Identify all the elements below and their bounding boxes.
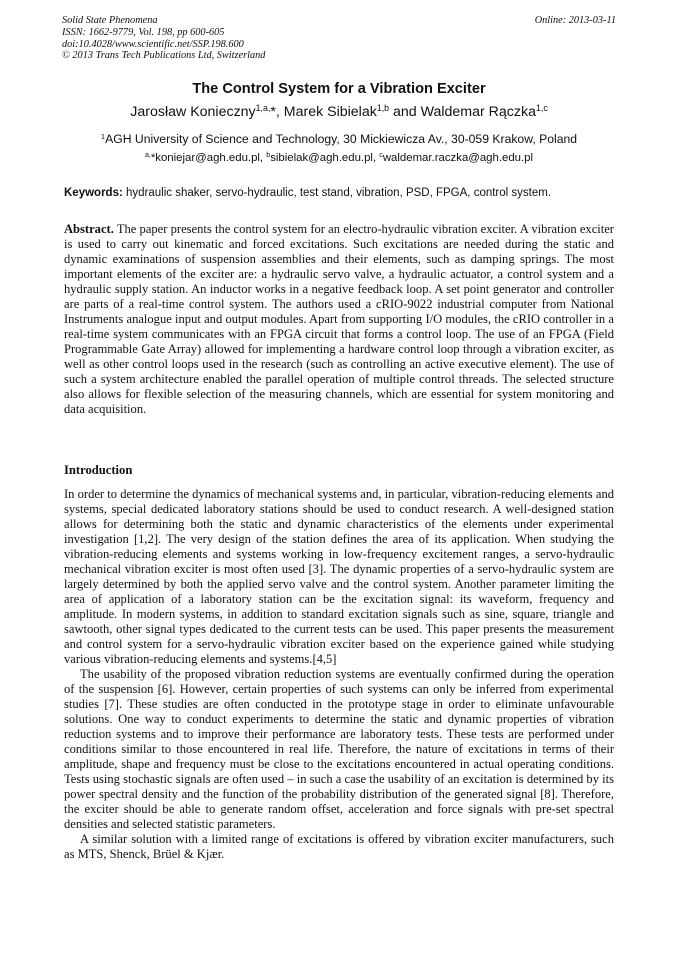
affiliation-superscript: 1	[100, 131, 106, 141]
email-text: *koniejar@agh.edu.pl,	[150, 152, 267, 164]
journal-header	[62, 15, 616, 62]
author-separator: ,	[275, 104, 284, 120]
email-text: waldemar.raczka@agh.edu.pl	[382, 152, 534, 164]
journal-info	[62, 15, 616, 62]
author-separator: and	[389, 104, 421, 120]
abstract-text: The paper presents the control system for an electro-hydraulic vibration exciter. A vibration exciter is used to carry out kinematic and forced excitations. Such excitations are needed during the static and dynamic examinations of suspension assemblies and their elements, such as damping springs. The most important elements of the exciter are: a hydraulic servo valve, a hydraulic actuator, a control system and a hydraulic supply station. An inductor works in a negative feedback loop. A set point generator and controller are parts of a real-time control system. The authors used a cRIO-9022 industrial computer from National Instruments analogue input and output modules. Apart from supporting I/O modules, the cRIO controller in a real-time system communicates with an FPGA circuit that forms a control loop. The use of an FPGA (Field Programmable Gate Array) allowed for implementing a hardware control loop through a vibration exciter, as well as other control loops used in the research (such as controlling an active executive element). The use of such a system architecture enabled the parallel operation of multiple control threads. The selected structure also allows for flexible selection of the measuring channels, which are essential for system monitoring and data acquisition.	[64, 222, 614, 416]
affiliation-text: AGH University of Science and Technology, 30 Mickiewicza Av., 30-059 Krakow, Poland	[105, 132, 578, 146]
online-date: Online: 2013-03-11	[534, 15, 616, 26]
email-superscript: a,	[144, 152, 151, 160]
author-name: Marek Sibielak	[283, 104, 377, 120]
affiliation	[0, 132, 678, 146]
email-superscript: b	[266, 152, 271, 160]
introduction-body	[64, 487, 614, 862]
email-list	[0, 152, 678, 164]
abstract	[64, 222, 614, 417]
author-superscript: 1,c	[535, 103, 548, 114]
author-superscript: 1,b	[376, 103, 390, 114]
keywords-label: Keywords:	[64, 187, 123, 199]
abstract-label: Abstract.	[64, 222, 114, 236]
intro-paragraph: The usability of the proposed vibration reduction systems are eventually confirmed during the operation of the suspension [6]. However, certain properties of such systems can only be inferred from experimental studies [7]. These studies are often conducted in the prototype stage in order to eliminate unfavourable solutions. One way to conduct experiments to determine the static and dynamic properties of vibration reduction systems and to improve their performance are laboratory tests. These tests are performed under conditions similar to those encountered in real life. Therefore, the nature of excitations in terms of their amplitude, shape and frequency must be close to the excitations encountered in actual operating conditions. Tests using stochastic signals are often used – in such a case the usability of an excitation is determined by its power spectral density and the function of the probability distribution of the generated signal [8]. Therefore, the exciter should be able to generate random offset, acceleration and force signals with pre-set spectral densities and selected statistic parameters.	[64, 667, 614, 831]
intro-paragraph: In order to determine the dynamics of mechanical systems and, in particular, vibration-reducing elements and systems, special dedicated laboratory stations should be used to conduct research. A well-designed station allows for determining both the static and dynamic characteristics of the elements under experimental investigation [1,2]. The very design of the station defines the area of its application. When studying the vibration-reducing elements and systems working in low-frequency excitement ranges, a servo-hydraulic mechanical vibration exciter is most often used [3]. The dynamic properties of a servo-hydraulic system are largely determined by both the applied servo valve and the control system. Another parameter limiting the area of application of a laboratory station can be the excitation signal: its waveform, frequency and amplitude. In modern systems, in addition to standard excitation signals such as sine, square, triangle and sawtooth, other signal types dedicated to the current tests can be used. This paper presents the measurement and control system for a servo-hydraulic vibration exciter based on the experience gained while studying various vibration-reducing elements and systems.[4,5]	[64, 487, 614, 666]
author-list	[0, 104, 678, 120]
intro-paragraph: A similar solution with a limited range of excitations is offered by vibration exciter manufacturers, such as MTS, Shenck, Brüel & Kjær.	[64, 832, 614, 861]
author-name: Jarosław Konieczny	[130, 104, 256, 120]
email-superscript: c	[379, 152, 383, 160]
abstract-paragraph	[64, 222, 614, 417]
keywords	[64, 187, 624, 199]
journal-doi: doi:10.4028/www.scientific.net/SSP.198.600	[62, 38, 244, 50]
paper-title: The Control System for a Vibration Exciter	[192, 81, 486, 97]
email-text: sibielak@agh.edu.pl,	[270, 152, 380, 164]
author-superscript: 1,a,	[255, 103, 271, 114]
author-name: Waldemar Rączka	[420, 104, 536, 120]
keywords-text: hydraulic shaker, servo-hydraulic, test stand, vibration, PSD, FPGA, control system.	[122, 187, 552, 199]
corresponding-author-mark: *	[270, 104, 276, 120]
journal-issn: ISSN: 1662-9779, Vol. 198, pp 600-605	[62, 26, 225, 38]
journal-copyright: © 2013 Trans Tech Publications Ltd, Switzerland	[62, 50, 266, 62]
journal-name: Solid State Phenomena	[62, 15, 158, 26]
section-heading-introduction: Introduction	[64, 463, 133, 477]
